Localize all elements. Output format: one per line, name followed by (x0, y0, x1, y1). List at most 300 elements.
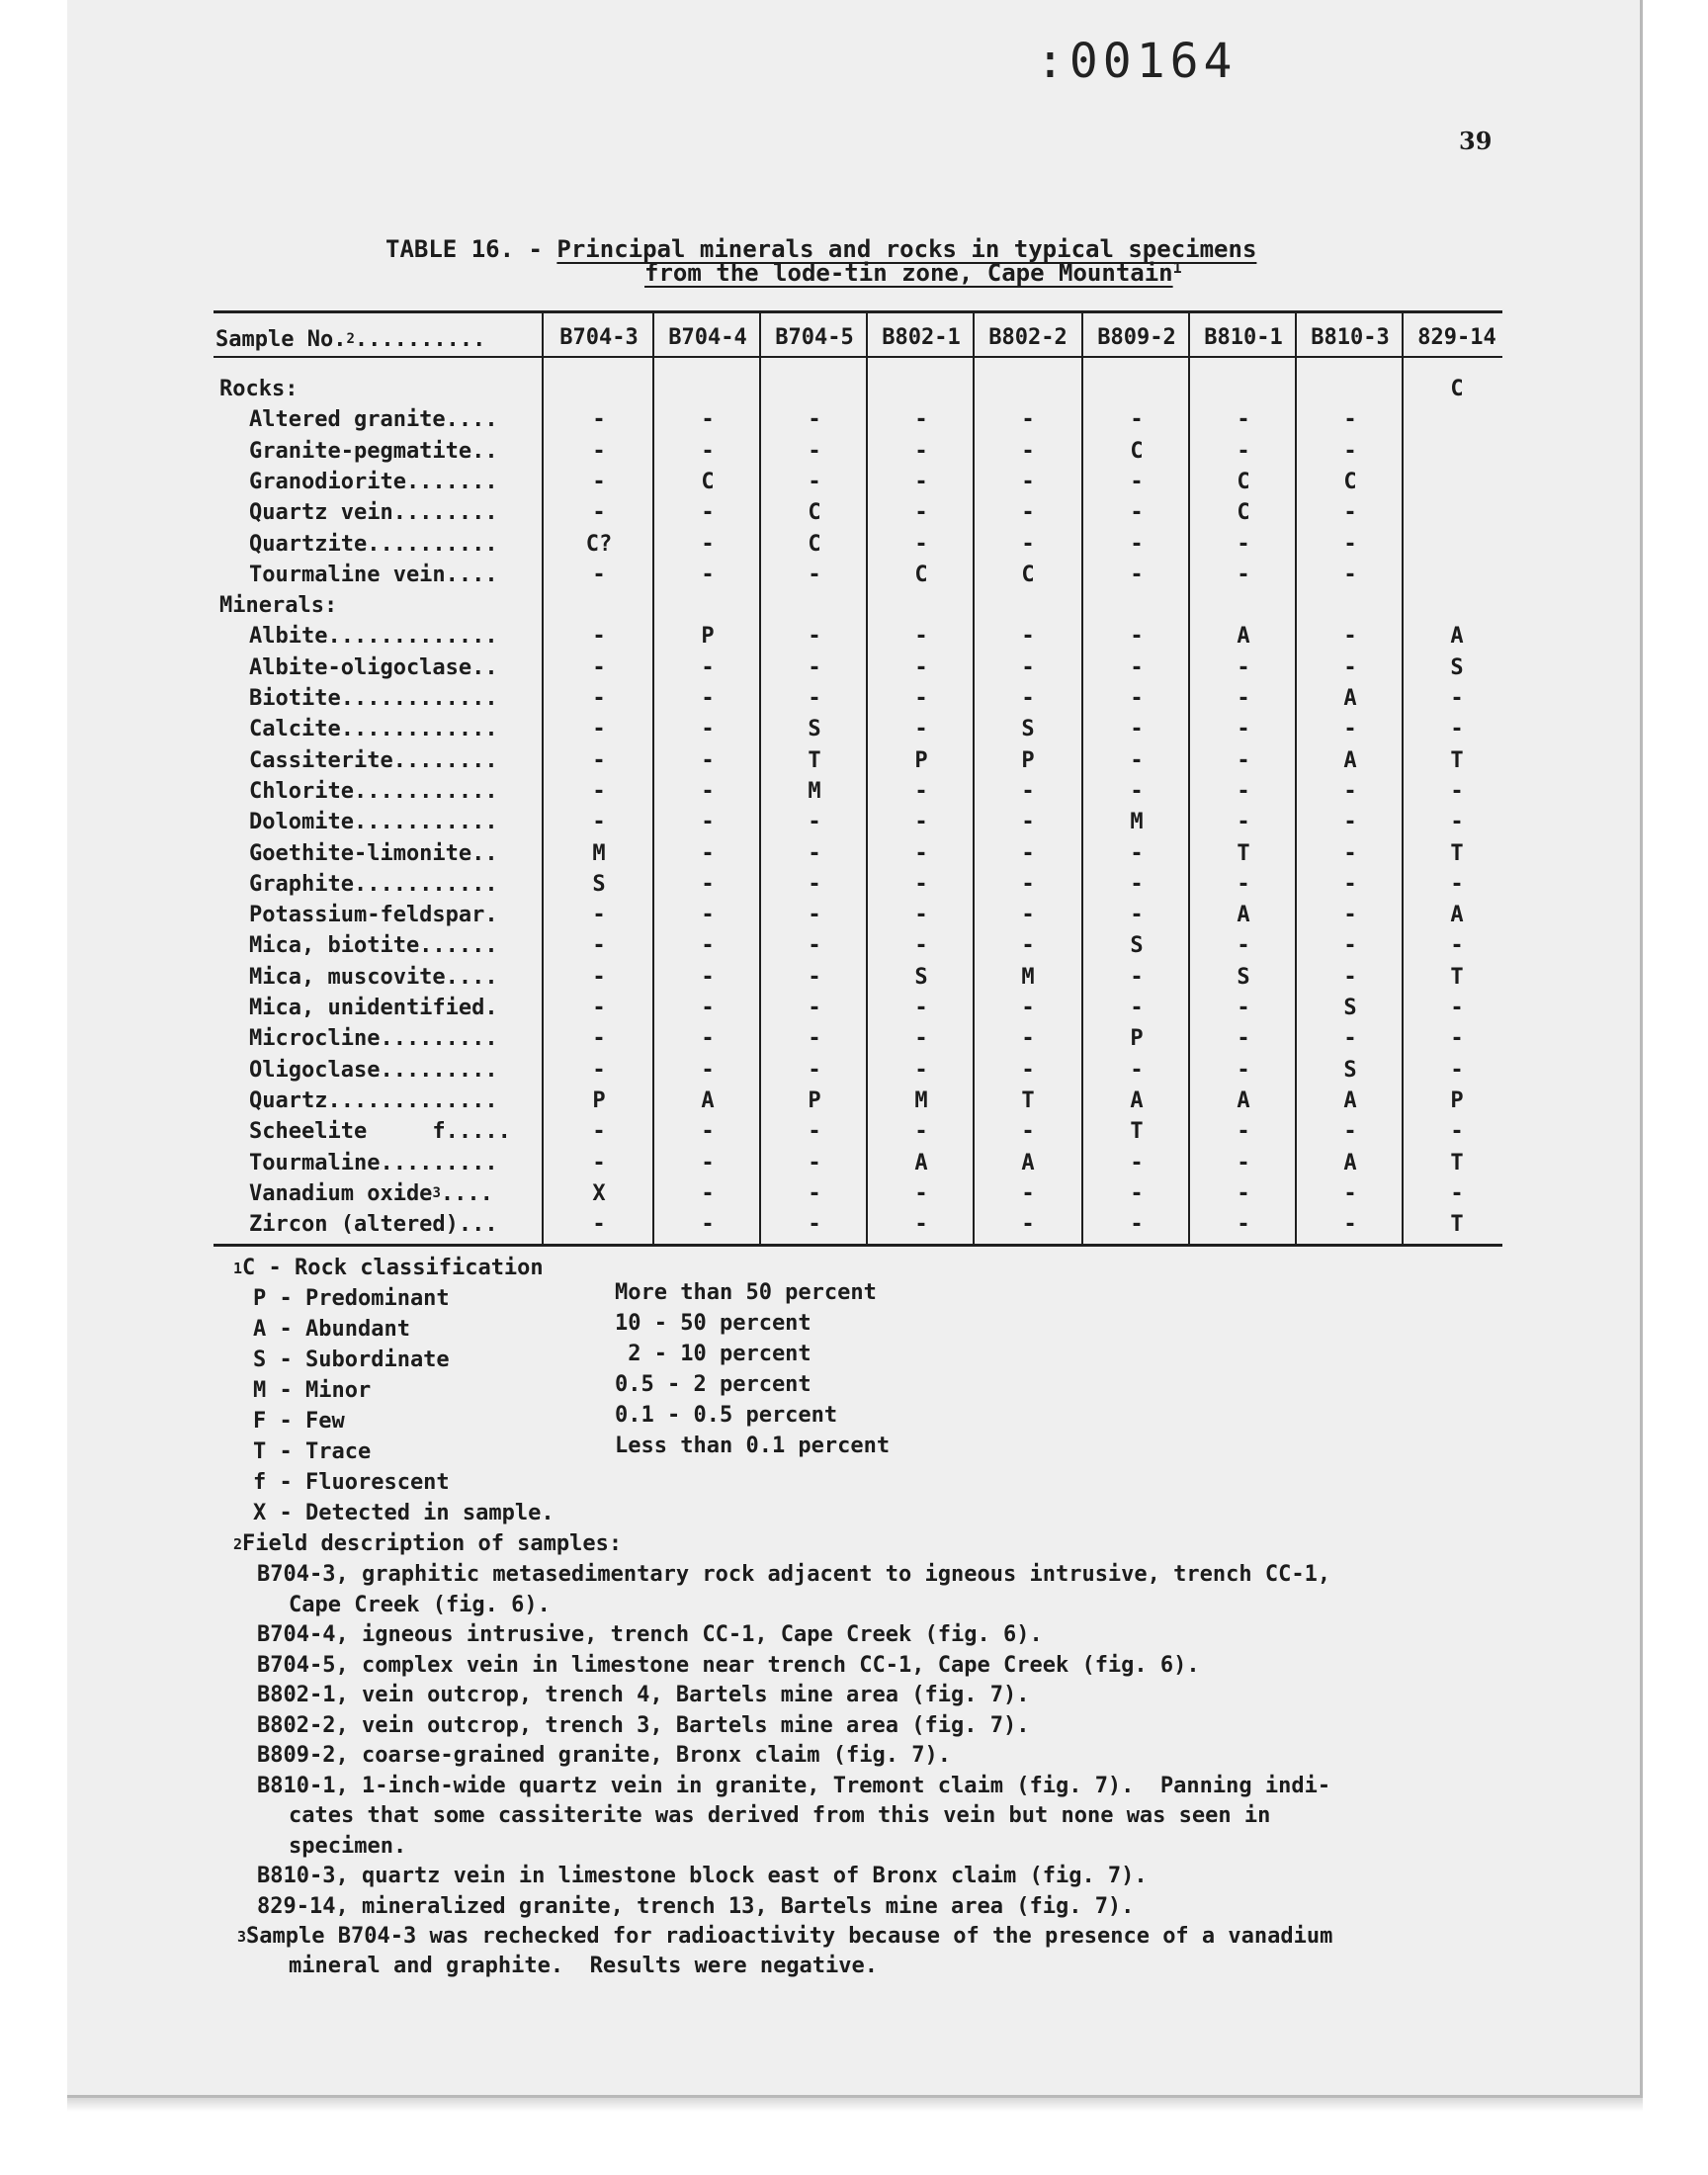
table-cell: - (592, 1150, 606, 1175)
table-cell: - (701, 562, 715, 587)
table-cell: - (592, 778, 606, 804)
sample-description-line: B809-2, coarse-grained granite, Bronx claim (fig. 7). (257, 1743, 951, 1769)
table-cell: - (592, 686, 606, 711)
table-title-text: Principal minerals and rocks in typical specimens (556, 235, 1257, 263)
table-cell: - (914, 810, 928, 835)
column-header-b810-3: B810-3 (1311, 325, 1390, 350)
table-cell: - (808, 654, 821, 680)
table-cell: - (701, 1026, 715, 1052)
table-cell: - (1021, 840, 1035, 866)
row-label: Tourmaline......... (249, 1150, 498, 1175)
table-cell: A (1021, 1150, 1035, 1175)
table-cell: - (592, 407, 606, 433)
table-cell: - (1130, 1057, 1144, 1083)
table-cell: - (701, 840, 715, 866)
table-cell: - (1130, 996, 1144, 1020)
legend-code: F - Few (253, 1409, 345, 1435)
table-cell: - (1237, 1150, 1250, 1175)
row-label: Microcline......... (249, 1026, 498, 1052)
table-cell: - (592, 438, 606, 464)
table-cell: - (592, 717, 606, 742)
table-cell: - (592, 1119, 606, 1145)
table-cell: - (914, 717, 928, 742)
footnote-ref-1: 1 (1172, 259, 1182, 277)
table-cell: - (701, 500, 715, 526)
table-cell: - (914, 903, 928, 928)
table-cell: A (1237, 624, 1250, 650)
table-cell: C (1130, 438, 1144, 464)
table-cell: C (914, 562, 928, 587)
table-cell: - (592, 500, 606, 526)
sample-description-line: B802-1, vein outcrop, trench 4, Bartels mine area (fig. 7). (257, 1683, 1030, 1708)
table-cell: P (808, 1088, 821, 1113)
table-cell: - (914, 624, 928, 650)
footnote-2-heading (233, 1529, 622, 1559)
table-cell: - (808, 933, 821, 959)
table-cell: - (1130, 1150, 1144, 1175)
table-cell: - (1450, 1180, 1464, 1206)
table-cell: - (914, 1057, 928, 1083)
table-cell: - (1450, 1119, 1464, 1145)
table-cell: - (808, 810, 821, 835)
table-cell: S (808, 717, 821, 742)
table-cell: - (1343, 871, 1357, 897)
table-cell: - (1130, 531, 1144, 557)
row-label: Tourmaline vein.... (249, 562, 498, 587)
table-cell: S (1237, 964, 1250, 990)
table-cell: - (592, 1026, 606, 1052)
table-cell: - (808, 871, 821, 897)
table-cell: - (914, 686, 928, 711)
row-label: Scheelite f..... (249, 1119, 511, 1145)
table-cell: - (1021, 469, 1035, 494)
table-cell: - (1343, 562, 1357, 587)
table-cell: P (1130, 1026, 1144, 1052)
table-cell: A (1343, 686, 1357, 711)
table-cell: - (914, 996, 928, 1020)
row-label: Albite-oligoclase.. (249, 654, 498, 680)
table-cell: - (1130, 686, 1144, 711)
table-cell: - (701, 778, 715, 804)
table-cell: - (1130, 1212, 1144, 1238)
table-cell: T (1450, 964, 1464, 990)
table-cell: - (914, 500, 928, 526)
table-cell: - (914, 531, 928, 557)
table-cell: - (1021, 903, 1035, 928)
row-label-leaders: .... (440, 1180, 493, 1206)
table-cell: - (701, 964, 715, 990)
legend-code: S - Subordinate (253, 1348, 450, 1373)
table-cell: - (808, 562, 821, 587)
table-cell: - (1130, 840, 1144, 866)
table-cell: - (914, 469, 928, 494)
legend-item (253, 1284, 450, 1314)
table-cell: T (1450, 840, 1464, 866)
table-cell: - (1021, 1212, 1035, 1238)
table-cell: - (1021, 531, 1035, 557)
table-cell: - (592, 964, 606, 990)
table-cell: - (808, 996, 821, 1020)
column-header-b704-5: B704-5 (775, 325, 854, 350)
footnote-ref-2: 2 (346, 331, 355, 347)
row-label: Goethite-limonite.. (249, 840, 498, 866)
table-cell: - (701, 903, 715, 928)
table-cell: - (592, 933, 606, 959)
table-cell: A (1450, 903, 1464, 928)
row-label: Granodiorite....... (249, 469, 498, 494)
row-label: Biotite............ (249, 686, 498, 711)
legend-item (253, 1468, 450, 1498)
table-cell: - (914, 1119, 928, 1145)
table-cell: - (1237, 871, 1250, 897)
table-cell: - (592, 903, 606, 928)
table-cell: - (808, 624, 821, 650)
table-cell: - (701, 996, 715, 1020)
table-cell: - (1021, 1119, 1035, 1145)
table-cell: - (701, 686, 715, 711)
table-cell: - (1343, 778, 1357, 804)
table-cell: - (1343, 1212, 1357, 1238)
table-cell: - (1021, 871, 1035, 897)
column-header-b704-4: B704-4 (668, 325, 747, 350)
table-cell: C (808, 531, 821, 557)
footnote-mark-1: 1 (233, 1260, 243, 1278)
table-cell: - (914, 871, 928, 897)
table-cell: - (1237, 996, 1250, 1020)
table-cell: - (1021, 933, 1035, 959)
row-label: Rocks: (219, 377, 299, 401)
table-bottom-rule (214, 1244, 1502, 1247)
table-cell: - (592, 1212, 606, 1238)
legend-item (253, 1437, 371, 1467)
table-cell: T (1130, 1119, 1144, 1145)
table-cell: - (1237, 407, 1250, 433)
table-cell: - (1343, 438, 1357, 464)
row-label: Mica, muscovite.... (249, 964, 498, 990)
row-label: Dolomite........... (249, 810, 498, 835)
table-cell: - (1130, 1180, 1144, 1206)
table-cell: - (1021, 996, 1035, 1020)
sample-description-line: B802-2, vein outcrop, trench 3, Bartels mine area (fig. 7). (257, 1712, 1030, 1738)
table-cell: - (808, 903, 821, 928)
table-cell: - (1237, 1119, 1250, 1145)
table-cell: M (808, 778, 821, 804)
table-cell: - (592, 810, 606, 835)
table-cell: C (808, 500, 821, 526)
table-cell: - (808, 840, 821, 866)
sample-description-line: B704-4, igneous intrusive, trench CC-1, Cape Creek (fig. 6). (257, 1622, 1043, 1648)
table-cell: - (1130, 469, 1144, 494)
column-header-b802-1: B802-1 (882, 325, 961, 350)
table-cell: - (701, 1119, 715, 1145)
row-label: Potassium-feldspar. (249, 903, 498, 928)
legend-item (253, 1346, 450, 1375)
table-cell: - (1343, 1026, 1357, 1052)
table-cell: T (1450, 747, 1464, 773)
table-cell: P (1021, 747, 1035, 773)
table-cell: A (1343, 747, 1357, 773)
table-cell: - (808, 1026, 821, 1052)
table-cell: P (701, 624, 715, 650)
table-cell: - (808, 469, 821, 494)
table-cell: - (1237, 1057, 1250, 1083)
table-cell: - (1021, 624, 1035, 650)
table-cell: T (1450, 1212, 1464, 1238)
row-label: Mica, unidentified. (249, 996, 498, 1020)
row-label: Zircon (altered)... (249, 1212, 498, 1238)
table-cell: - (808, 1180, 821, 1206)
table-cell: - (914, 933, 928, 959)
row-label: Quartz............. (249, 1088, 498, 1113)
header-sample-label (215, 324, 485, 355)
row-label: Mica, biotite...... (249, 933, 498, 959)
table-cell: - (1237, 1180, 1250, 1206)
table-top-rule (214, 310, 1502, 313)
table-cell: C (1021, 562, 1035, 587)
table-cell: - (808, 1057, 821, 1083)
table-title-prefix: TABLE 16. - (385, 235, 557, 263)
table-cell: M (592, 840, 606, 866)
table-cell: P (914, 747, 928, 773)
table-cell: - (808, 1212, 821, 1238)
table-cell: - (1343, 407, 1357, 433)
table-cell: - (701, 810, 715, 835)
sample-description-line: Cape Creek (fig. 6). (289, 1592, 551, 1617)
sample-description-line: B810-3, quartz vein in limestone block east of Bronx claim (fig. 7). (257, 1864, 1148, 1889)
table-cell: - (1343, 654, 1357, 680)
table-cell: - (701, 531, 715, 557)
table-cell: - (701, 438, 715, 464)
table-cell: - (1237, 933, 1250, 959)
header-bottom-rule (214, 356, 1502, 358)
table-cell: - (1237, 1026, 1250, 1052)
legend-item (233, 1254, 544, 1283)
table-cell: S (1343, 1057, 1357, 1083)
table-cell: - (1237, 778, 1250, 804)
table-cell: - (1021, 1180, 1035, 1206)
legend-code: X - Detected in sample. (253, 1501, 555, 1526)
table-cell: - (1450, 871, 1464, 897)
legend-item (253, 1315, 410, 1345)
table-cell: C (1450, 377, 1464, 401)
row-label: Cassiterite........ (249, 747, 498, 773)
table-cell: - (1343, 1180, 1357, 1206)
table-cell: - (1343, 624, 1357, 650)
legend-item (253, 1499, 555, 1528)
footnote-3-line (237, 1922, 1332, 1952)
table-cell: - (914, 407, 928, 433)
legend-percent: More than 50 percent (615, 1280, 877, 1306)
table-cell: - (914, 654, 928, 680)
sample-description-line: B810-1, 1-inch-wide quartz vein in granite, Tremont claim (fig. 7). Panning indi- (257, 1773, 1331, 1798)
table-cell: - (1343, 840, 1357, 866)
legend-code: P - Predominant (253, 1286, 450, 1312)
table-cell: - (1450, 1026, 1464, 1052)
table-cell: - (914, 840, 928, 866)
row-label: Minerals: (219, 593, 338, 619)
table-cell: - (1450, 778, 1464, 804)
column-header-829-14: 829-14 (1417, 325, 1496, 350)
table-cell: A (1237, 1088, 1250, 1113)
table-cell: - (1130, 964, 1144, 990)
table-cell: C? (585, 531, 613, 557)
table-cell: - (1343, 933, 1357, 959)
table-cell: - (592, 654, 606, 680)
row-label (249, 1178, 493, 1209)
table-cell: - (701, 1180, 715, 1206)
table-cell: - (1021, 438, 1035, 464)
table-cell: T (1237, 840, 1250, 866)
header-sample-text: Sample No. (215, 327, 347, 352)
table-cell: M (914, 1088, 928, 1113)
legend-code: A - Abundant (253, 1317, 410, 1343)
row-label: Graphite........... (249, 871, 498, 897)
row-label: Albite............. (249, 624, 498, 650)
table-cell: - (701, 871, 715, 897)
table-cell: - (1343, 531, 1357, 557)
table-cell: A (914, 1150, 928, 1175)
table-cell: S (1343, 996, 1357, 1020)
table-cell: C (1237, 469, 1250, 494)
legend-percent: 0.1 - 0.5 percent (615, 1403, 838, 1429)
legend-code: M - Minor (253, 1378, 372, 1404)
table-cell: - (1021, 810, 1035, 835)
table-cell: - (1343, 810, 1357, 835)
table-cell: - (914, 1212, 928, 1238)
column-header-b810-1: B810-1 (1204, 325, 1283, 350)
table-cell: - (1450, 686, 1464, 711)
document-stamp-number: :00164 (1036, 34, 1238, 89)
header-leaders: .......... (354, 327, 486, 352)
table-cell: - (1343, 964, 1357, 990)
table-cell: - (592, 747, 606, 773)
table-cell: P (592, 1088, 606, 1113)
table-cell: - (808, 1150, 821, 1175)
table-cell: - (1450, 810, 1464, 835)
table-cell: - (808, 964, 821, 990)
table-cell: - (1130, 500, 1144, 526)
row-label: Chlorite........... (249, 778, 498, 804)
table-title-text-2: from the lode-tin zone, Cape Mountain (644, 259, 1173, 287)
table-cell: - (1450, 1057, 1464, 1083)
table-cell: - (808, 686, 821, 711)
table-cell: - (592, 562, 606, 587)
table-cell: - (1021, 407, 1035, 433)
footnote-ref-3: 3 (432, 1184, 441, 1201)
page-shadow (67, 2098, 1643, 2112)
table-cell: T (1021, 1088, 1035, 1113)
table-cell: A (1450, 624, 1464, 650)
table-cell: C (1343, 469, 1357, 494)
row-label: Quartz vein........ (249, 500, 498, 526)
table-cell: - (1450, 933, 1464, 959)
table-cell: M (1130, 810, 1144, 835)
table-cell: A (701, 1088, 715, 1113)
footnote-3-text: Sample B704-3 was rechecked for radioactivity because of the presence of a vanadium (246, 1924, 1333, 1950)
table-cell: S (1450, 654, 1464, 680)
legend-code: C - Rock classification (242, 1256, 544, 1281)
sample-description-line: B704-5, complex vein in limestone near trench CC-1, Cape Creek (fig. 6). (257, 1652, 1200, 1678)
table-cell: - (701, 717, 715, 742)
footnote-mark-2: 2 (233, 1535, 243, 1554)
legend-percent: 10 - 50 percent (615, 1311, 811, 1337)
table-cell: - (701, 654, 715, 680)
table-cell: S (592, 871, 606, 897)
table-cell: A (1130, 1088, 1144, 1113)
table-cell: - (1237, 438, 1250, 464)
table-cell: - (1021, 1026, 1035, 1052)
table-cell: - (1021, 686, 1035, 711)
table-title-line2 (644, 259, 1182, 287)
table-cell: - (1130, 778, 1144, 804)
table-cell: - (1237, 562, 1250, 587)
row-label: Oligoclase......... (249, 1057, 498, 1083)
column-divider (542, 310, 544, 1244)
table-cell: T (1450, 1150, 1464, 1175)
table-cell: - (1021, 1057, 1035, 1083)
table-cell: - (1237, 747, 1250, 773)
row-label: Granite-pegmatite.. (249, 438, 498, 464)
table-cell: - (1130, 654, 1144, 680)
legend-item (253, 1407, 345, 1436)
table-cell: - (1237, 686, 1250, 711)
column-header-b802-2: B802-2 (988, 325, 1068, 350)
table-cell: - (808, 438, 821, 464)
table-cell: A (1343, 1150, 1357, 1175)
table-cell: - (1130, 717, 1144, 742)
table-cell: - (1130, 624, 1144, 650)
table-cell: A (1237, 903, 1250, 928)
table-cell: - (1130, 871, 1144, 897)
table-cell: M (1021, 964, 1035, 990)
table-cell: - (1237, 531, 1250, 557)
table-cell: - (1450, 996, 1464, 1020)
table-cell: X (592, 1180, 606, 1206)
column-header-b809-2: B809-2 (1097, 325, 1176, 350)
table-cell: S (914, 964, 928, 990)
table-cell: C (701, 469, 715, 494)
table-cell: C (1237, 500, 1250, 526)
table-cell: - (1237, 717, 1250, 742)
table-cell: - (701, 1057, 715, 1083)
table-cell: - (1021, 500, 1035, 526)
table-cell: - (701, 933, 715, 959)
table-cell: - (592, 469, 606, 494)
table-cell: - (701, 1150, 715, 1175)
table-cell: - (914, 438, 928, 464)
table-cell: - (1450, 717, 1464, 742)
column-header-b704-3: B704-3 (559, 325, 639, 350)
legend-code: f - Fluorescent (253, 1470, 450, 1496)
table-cell: - (1130, 562, 1144, 587)
table-cell: - (914, 1026, 928, 1052)
footnote-2-heading-text: Field description of samples: (242, 1531, 623, 1557)
sample-description-line: B704-3, graphitic metasedimentary rock adjacent to igneous intrusive, trench CC-1, (257, 1562, 1331, 1588)
table-cell: S (1021, 717, 1035, 742)
table-cell: - (701, 1212, 715, 1238)
row-label: Calcite............ (249, 717, 498, 742)
legend-percent: Less than 0.1 percent (615, 1434, 891, 1459)
table-cell: - (1130, 747, 1144, 773)
table-cell: - (1237, 654, 1250, 680)
table-cell: - (808, 407, 821, 433)
table-cell: - (1130, 903, 1144, 928)
table-cell: - (592, 1057, 606, 1083)
table-cell: - (1343, 903, 1357, 928)
legend-code: T - Trace (253, 1439, 372, 1465)
table-cell: P (1450, 1088, 1464, 1113)
table-cell: A (1343, 1088, 1357, 1113)
